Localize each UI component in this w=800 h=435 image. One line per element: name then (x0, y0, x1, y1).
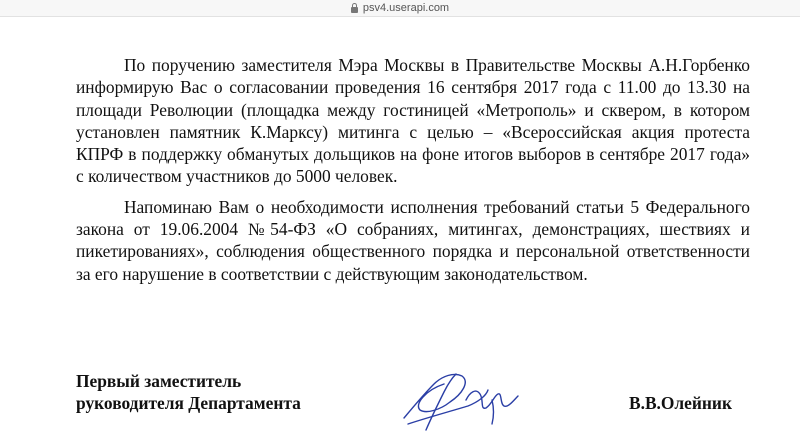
lock-icon (351, 7, 358, 13)
signatory-name: В.В.Олейник (629, 393, 732, 413)
handwritten-signature-icon (396, 360, 526, 435)
signatory-title (76, 370, 301, 415)
signatory-title-line-1: Первый заместитель (76, 371, 242, 391)
browser-url-bar[interactable] (0, 0, 800, 17)
signatory-title-line-2: руководителя Департамента (76, 393, 301, 414)
letter-paragraph-2: Напоминаю Вам о необходимости исполнения требований статьи 5 Федерального закона от 19.06.2004 №54-ФЗ «О собраниях, митингах, демонстрациях, шествиях и пикетированиях», соблюдения общественного порядка и персональной ответственности за его нарушение в соответствии с действующим законодательством. (76, 196, 750, 284)
letter-paragraph-1: По поручению заместителя Мэра Москвы в Правительстве Москвы А.Н.Горбенко информирую Вас о согласовании проведения 16 сентября 2017 года с 11.00 до 13.30 на площади Революции (площадка между гостиницей «Метрополь» и сквером, в котором установлен памятник К.Марксу) митинга с целью – «Всероссийская акция протеста КПРФ в поддержку обманутых дольщиков на фоне итогов выборов в сентябре 2017 года» с количеством участников до 5000 человек. (76, 55, 750, 187)
url-text: psv4.userapi.com (362, 2, 450, 14)
letter-body (76, 54, 750, 293)
